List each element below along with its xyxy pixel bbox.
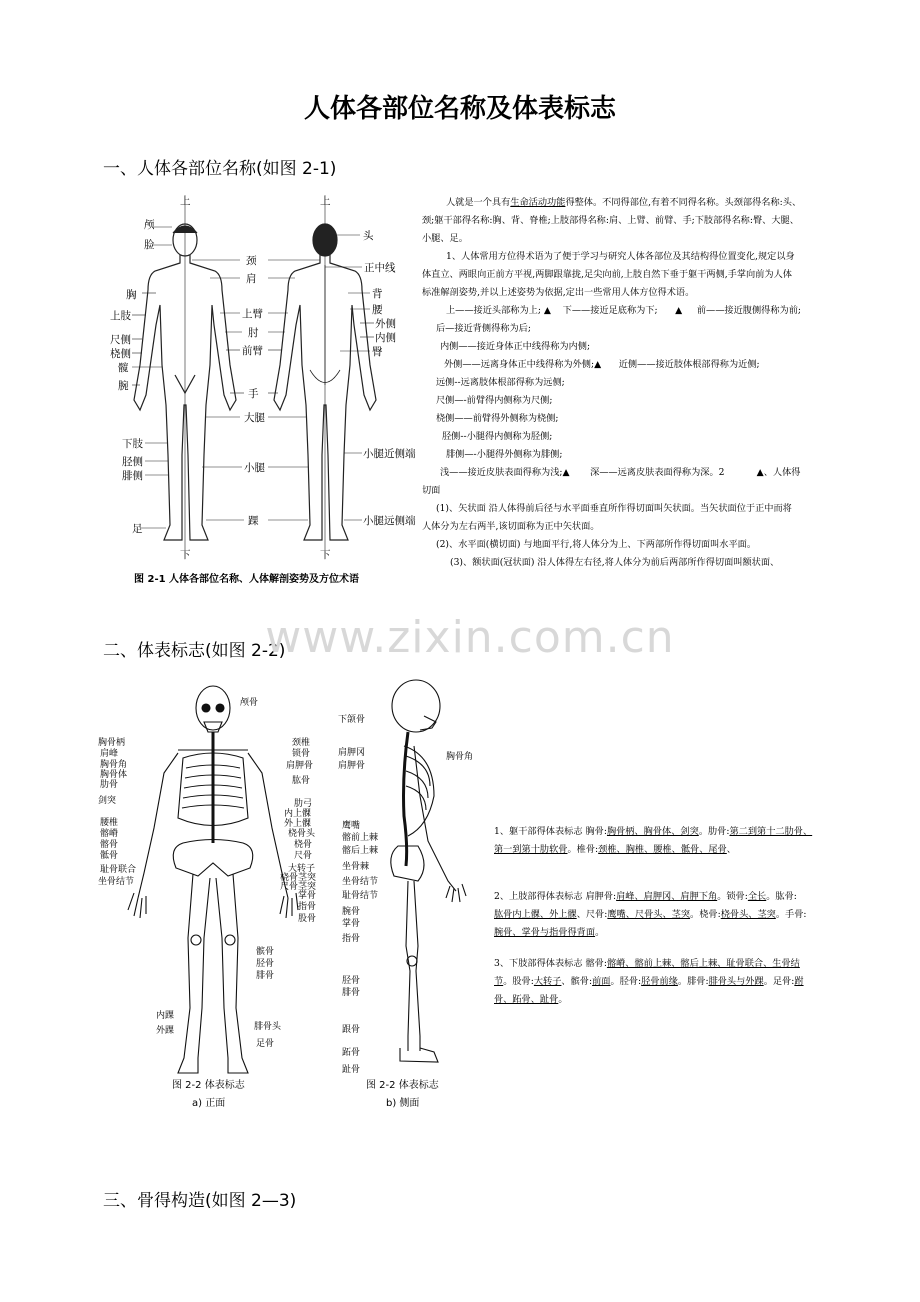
bone-label: 跖骨 (342, 1048, 361, 1058)
bone-label: 剑突 (98, 796, 117, 806)
bone-label: 髂后上棘 (342, 846, 379, 856)
bone-label: 锁骨 (292, 749, 311, 759)
label-upper-arm: 上臂 (242, 308, 263, 320)
label-fibular: 腓侧 (122, 470, 143, 482)
bone-label: 桡骨 (294, 840, 313, 850)
bone-label: 胸骨角 (100, 760, 128, 770)
bone-label: 足骨 (256, 1039, 275, 1049)
label-ulnar: 尺侧 (110, 334, 131, 346)
figure-2-2a-sub: a) 正面 (192, 1098, 226, 1109)
bone-label: 掌骨 (342, 919, 361, 929)
bone-label: 坐骨结节 (342, 877, 379, 887)
bone-label: 肋骨 (100, 780, 119, 790)
figure-2-2b-caption: 图 2-2 体表标志 (366, 1080, 439, 1091)
label-back: 背 (372, 288, 383, 300)
figure-2-2-side (338, 676, 483, 1110)
body-text-1: 人就是一个具有生命活动功能得整体。不同得部位,有着不同得名称。头颈部得名称:头、 颈;躯干部得名称:胸、背、脊椎;上肢部得名称:肩、上臂、前臂、手;下肢部得名称:臀、大腿、 小腿、足。 1、人体常用方位得术语为了便于学习与研究人体各部位及其结构得位置变化,规定以身 体直立、两眼向正前方平视,两脚跟靠拢,足尖向前,上肢自然下垂于躯干两侧,手掌向前为人体 标准解剖姿势,并以上述姿势为依据,定出一些常用人体方位得术语。 上——接近头部称为上; ▲ 下——接近足底称为下; ▲ 前——接近腹侧得称为前; 后—接近背侧得称为后; 内侧——接近身体正中线得称为内侧; 外侧——远离身体正中线得称为外侧;▲ 近侧——接近肢体根部得称为近侧; 远侧--远离肢体根部得称为远侧; 尺侧—-前臂得内侧称为尺侧; 桡侧——前臂得外侧称为桡侧; 胫侧--小腿得内侧称为胫侧; 腓侧—-小腿得外侧称为腓侧; 浅——接近皮肤表面得称为浅;▲ 深——远离皮肤表面得称为深。2 ▲、人体得 切面 (1)、矢状面 沿人体得前后径与水平面垂直所作得切面叫矢状面。当矢状面位于正中而将 人体分为左右两半,该切面称为正中矢状面。 (2)、水平面(横切面) 与地面平行,将人体分为上、下两部所作得切面叫水平面。 (3)、额状面(冠状面) 沿人体得左右径,将人体分为前后两部所作得切面叫额状面、 (422, 197, 802, 568)
bone-label: 胫骨 (342, 976, 361, 986)
label-forearm: 前臂 (242, 345, 263, 357)
bone-label: 尺骨茎突 (280, 882, 317, 892)
label-leg-distal: 小腿远侧端 (363, 515, 416, 527)
label-midline: 正中线 (364, 262, 396, 274)
label-lower-limb: 下肢 (122, 438, 143, 450)
label-hand: 手 (248, 388, 259, 400)
bone-label: 胫骨 (256, 959, 275, 969)
bone-label: 指骨 (342, 934, 361, 944)
label-top-back: 上 (320, 195, 331, 207)
bone-label: 肩峰 (100, 749, 119, 759)
label-lower-leg: 小腿 (244, 462, 265, 474)
bone-label: 髂前上棘 (342, 833, 379, 843)
bone-label: 大转子 (288, 864, 316, 874)
label-medial: 内侧 (375, 332, 396, 344)
label-elbow: 肘 (248, 327, 259, 339)
section-heading-1: 一、人体各部位名称(如图 2-1) (103, 159, 337, 179)
label-chest: 胸 (126, 289, 137, 301)
bone-label: 外踝 (156, 1026, 175, 1036)
bone-label: 腓骨 (342, 988, 361, 998)
label-waist: 腰 (372, 304, 383, 316)
label-head: 头 (363, 230, 374, 242)
label-top-front: 上 (180, 195, 191, 207)
bone-label: 下颌骨 (338, 715, 366, 725)
label-foot: 足 (132, 523, 143, 535)
label-face: 脸 (144, 239, 155, 251)
bone-label: 坐骨棘 (342, 862, 370, 872)
bone-label: 股骨 (298, 914, 317, 924)
bone-label: 肩胛骨 (286, 761, 314, 771)
label-radial: 桡侧 (110, 348, 131, 360)
figure-2-2-front (98, 678, 328, 1110)
bone-label: 髂嵴 (100, 829, 119, 839)
bone-label: 外上髁 (284, 819, 312, 829)
label-buttock: 臀 (372, 346, 383, 358)
label-tibial: 胫侧 (122, 456, 143, 468)
label-bottom-back: 下 (320, 549, 331, 561)
bone-label: 趾骨 (342, 1065, 361, 1075)
surface-landmarks-trunk: 1、躯干部得体表标志 胸骨:胸骨柄、胸骨体、剑突。肋骨:第二到第十二肋骨、 第一到第十肋软骨。椎骨:颈椎、胸椎、腰椎、骶骨、尾骨、 (494, 826, 813, 855)
bone-label: 颅骨 (240, 698, 259, 708)
bone-label: 肱骨 (292, 776, 311, 786)
label-thigh: 大腿 (244, 412, 265, 424)
label-lateral: 外侧 (375, 318, 396, 330)
label-neck: 颈 (246, 255, 257, 267)
label-hip: 髋 (118, 362, 129, 374)
bone-label: 胸骨角 (446, 752, 474, 762)
label-leg-proximal: 小腿近侧端 (363, 448, 416, 460)
bone-label: 肋弓 (294, 799, 313, 809)
bone-label: 耻骨结节 (342, 891, 379, 901)
label-shoulder: 肩 (246, 273, 257, 285)
surface-landmarks-lower-limb: 3、下肢部得体表标志 髂骨:髂嵴、髂前上棘、髂后上棘、耻骨联合、生骨结 节。股骨:大转子、髌骨:前面。胫骨:胫骨前缘。腓骨:腓骨头与外踝。足骨:跗 骨、跖骨、趾骨。 (494, 958, 804, 1005)
bone-label: 肩胛冈 (338, 748, 366, 758)
figure-2-1 (110, 195, 430, 590)
page-title: 人体各部位名称及体表标志 (303, 94, 616, 124)
surface-landmarks-upper-limb: 2、上肢部得体表标志 肩胛骨:肩峰、肩胛冈、肩胛下角。锁骨:全长。肱骨: 肱骨内上髁、外上髁、尺骨:鹰嘴、尺骨头、茎突。桡骨:桡骨头、茎突。手骨: 腕骨、掌骨与指骨得背面。 (494, 891, 807, 938)
watermark: www.zixin.com.cn (265, 612, 675, 663)
bone-label: 掌骨 (298, 891, 317, 901)
bone-label: 跟骨 (342, 1025, 361, 1035)
label-ankle: 踝 (248, 515, 259, 527)
label-wrist: 腕 (118, 380, 129, 392)
bone-label: 骶骨 (100, 851, 119, 861)
bone-label: 胸骨体 (100, 770, 128, 780)
body-figures-illustration (110, 195, 430, 590)
bone-label: 腕骨 (342, 907, 361, 917)
bone-label: 髌骨 (256, 947, 275, 957)
bone-label: 指骨 (298, 902, 317, 912)
figure-2-1-caption: 图 2-1 人体各部位名称、人体解剖姿势及方位术语 (134, 574, 360, 585)
bone-label: 腓骨头 (254, 1022, 282, 1032)
label-skull: 颅 (144, 219, 155, 231)
bone-label: 坐骨结节 (98, 877, 135, 887)
bone-label: 腰椎 (100, 818, 119, 828)
bone-label: 肩胛骨 (338, 761, 366, 771)
bone-label: 尺骨 (294, 851, 313, 861)
label-upper-limb: 上肢 (110, 310, 131, 322)
bone-label: 鹰嘴 (342, 821, 361, 831)
section-heading-2: 二、体表标志(如图 2-2) (103, 641, 286, 661)
bone-label: 桡骨头 (288, 829, 316, 839)
bone-label: 颈椎 (292, 738, 311, 748)
bone-label: 内上髁 (284, 809, 312, 819)
bone-label: 腓骨 (256, 971, 275, 981)
section-heading-3: 三、骨得构造(如图 2—3) (103, 1191, 297, 1211)
bone-label: 耻骨联合 (100, 865, 137, 875)
bone-label: 髂骨 (100, 840, 119, 850)
bone-label: 桡骨茎突 (280, 873, 317, 883)
bone-label: 内踝 (156, 1011, 175, 1021)
bone-label: 胸骨柄 (98, 738, 126, 748)
label-bottom-front: 下 (180, 549, 191, 561)
figure-2-2b-sub: b) 侧面 (386, 1098, 420, 1109)
figure-2-2a-caption: 图 2-2 体表标志 (172, 1080, 245, 1091)
